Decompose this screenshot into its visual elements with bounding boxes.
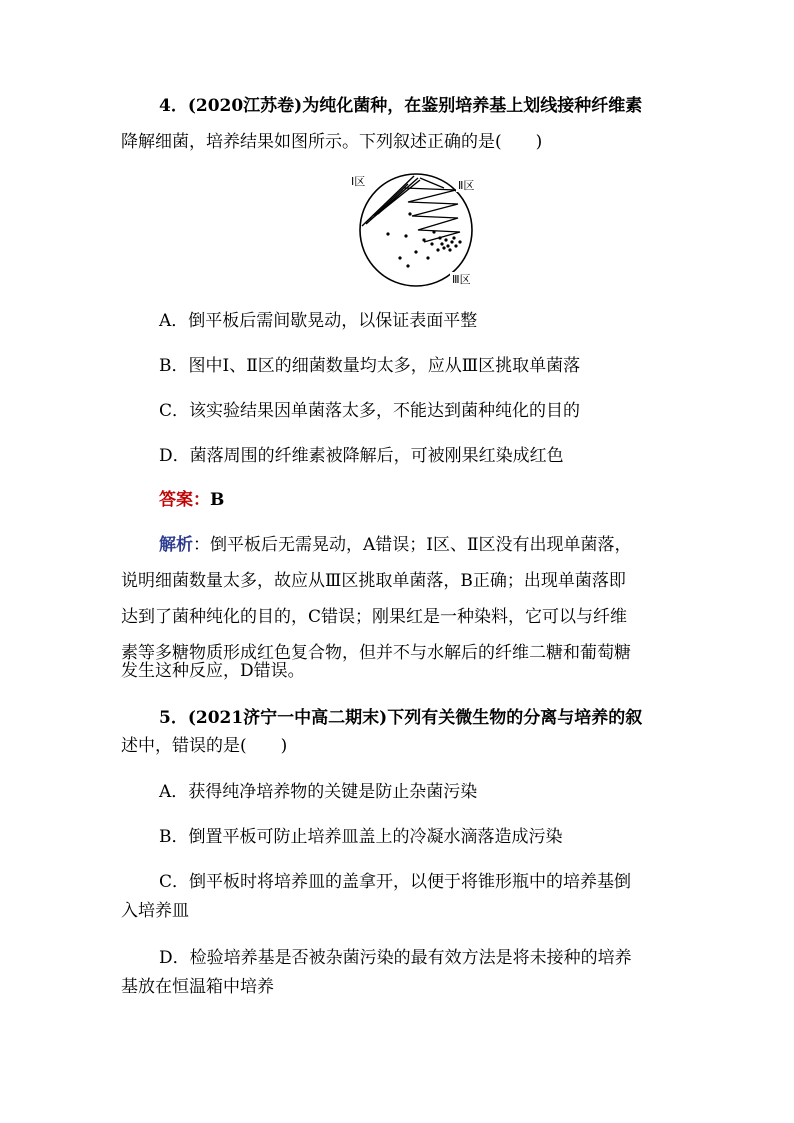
analysis-text: ：倒平板后无需晃动，A错误；Ⅰ区、Ⅱ区没有出现单菌落， <box>193 535 632 555</box>
q5-stem-line2: 述中，错误的是( ) <box>121 736 288 756</box>
q4-stem-line2: 降解细菌，培养结果如图所示。下列叙述正确的是( ) <box>121 132 543 152</box>
q4-answer <box>159 492 224 509</box>
zone2-label: Ⅱ区 <box>458 179 475 192</box>
q5-option-a: A．获得纯净培养物的关键是防止杂菌污染 <box>159 782 478 802</box>
q5-option-b: B．倒置平板可防止培养皿盖上的冷凝水滴落造成污染 <box>159 827 563 847</box>
q4-option-b: B．图中Ⅰ、Ⅱ区的细菌数量均太多，应从Ⅲ区挑取单菌落 <box>159 356 581 376</box>
zone3-label: Ⅲ区 <box>452 273 471 286</box>
answer-label: 答案： <box>159 490 210 510</box>
q4-option-c: C．该实验结果因单菌落太多，不能达到菌种纯化的目的 <box>159 401 581 421</box>
q5-option-d-line2: 基放在恒温箱中培养 <box>121 977 274 997</box>
q5-stem-line1: 5．(2021济宁一中高二期末)下列有关微生物的分离与培养的叙 <box>159 708 643 728</box>
q5-option-d-line1: D．检验培养基是否被杂菌污染的最有效方法是将未接种的培养 <box>159 948 632 968</box>
q4-analysis-line5: 发生这种反应，D错误。 <box>121 661 305 681</box>
zone2-streaks <box>404 188 460 242</box>
q5-option-c-line1: C．倒平板时将培养皿的盖拿开，以便于将锥形瓶中的培养基倒 <box>159 872 632 892</box>
q4-analysis-line4: 素等多糖物质形成红色复合物，但并不与水解后的纤维二糖和葡萄糖 <box>121 643 631 663</box>
q5-option-c-line2: 入培养皿 <box>121 901 189 921</box>
petri-dish-figure <box>348 168 484 290</box>
analysis-label: 解析 <box>159 535 193 555</box>
q4-option-a: A．倒平板后需间歇晃动，以保证表面平整 <box>159 311 478 331</box>
q4-option-d: D．菌落周围的纤维素被降解后，可被刚果红染成红色 <box>159 446 564 466</box>
q4-analysis-line3: 达到了菌种纯化的目的，C错误；刚果红是一种染料，它可以与纤维 <box>121 607 628 627</box>
q4-analysis-line2: 说明细菌数量太多，故应从Ⅲ区挑取单菌落，B正确；出现单菌落即 <box>121 571 626 591</box>
answer-value: B <box>210 490 225 510</box>
q4-stem-line1: 4．(2020江苏卷)为纯化菌种，在鉴别培养基上划线接种纤维素 <box>159 96 643 116</box>
zone1-label: Ⅰ区 <box>351 175 366 188</box>
q4-analysis-line1 <box>159 537 632 554</box>
